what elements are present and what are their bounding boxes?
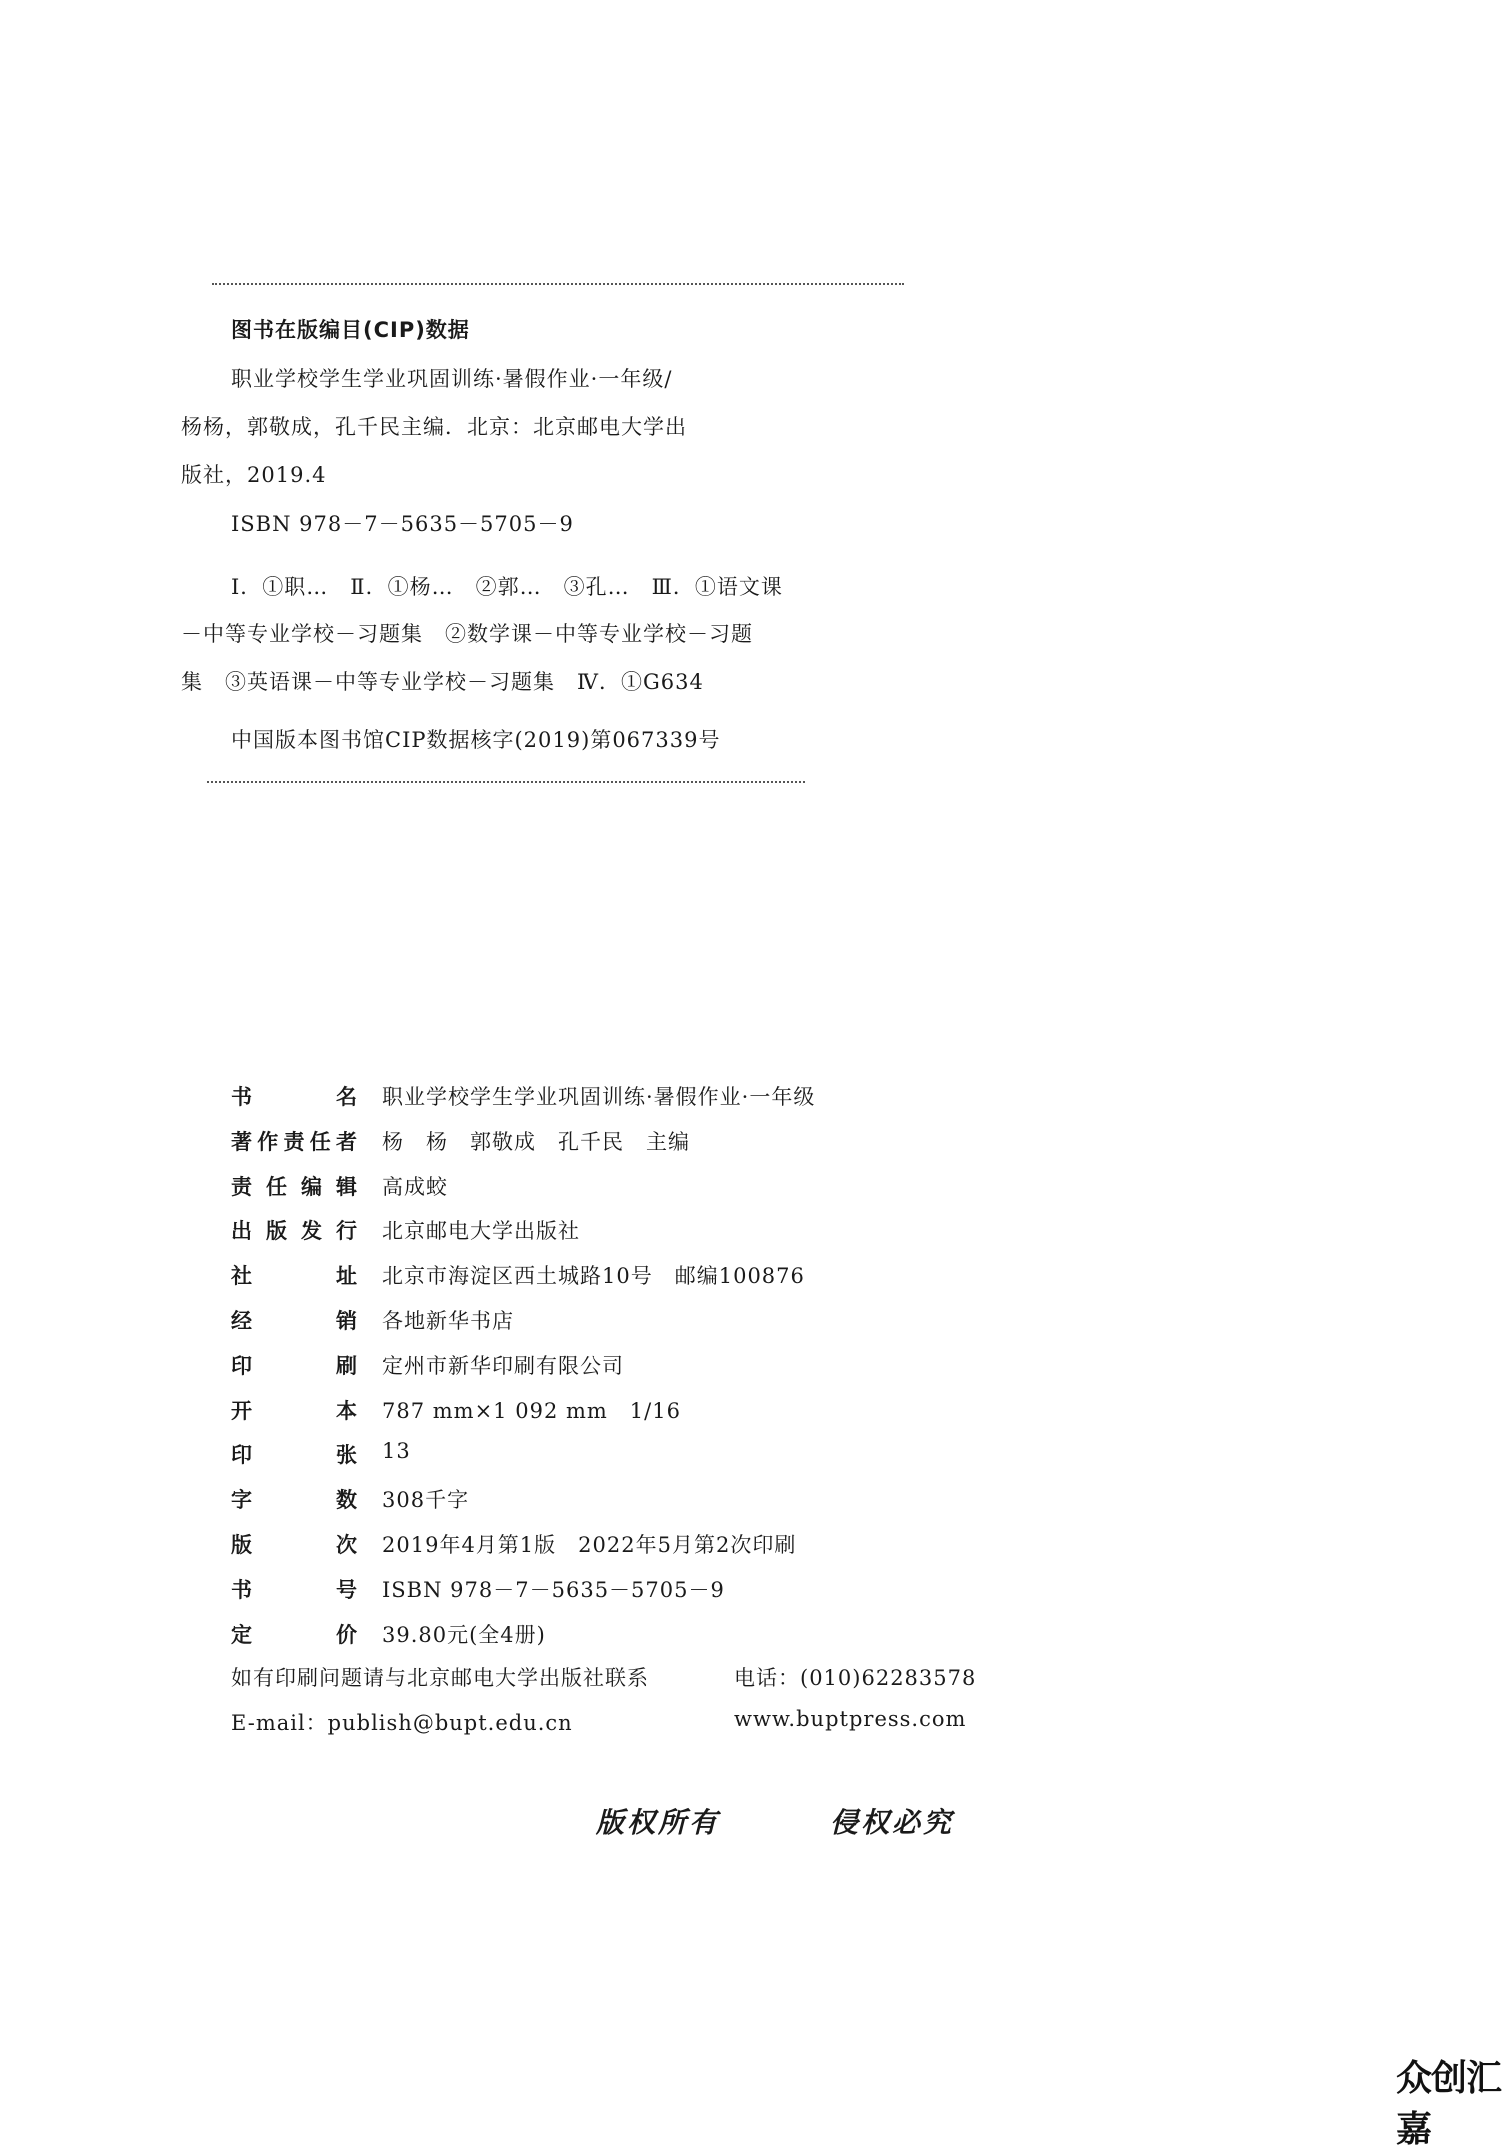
info-value: ISBN 978－7－5635－5705－9 [382,1578,725,1602]
info-value: 杨 杨 郭敬成 孔千民 主编 [382,1130,690,1154]
info-label-char: 印 [231,1443,252,1467]
info-label-char: 销 [336,1309,357,1333]
info-label-char: 定 [231,1623,252,1647]
cip-line-5: Ⅰ．①职… Ⅱ．①杨… ②郭… ③孔… Ⅲ．①语文课 [231,575,783,599]
cip-line-3: 版社，2019.4 [181,463,327,487]
info-label [231,1529,357,1559]
info-label [231,1350,357,1380]
info-label-char: 数 [336,1488,357,1512]
info-value: 职业学校学生学业巩固训练·暑假作业·一年级 [382,1085,816,1109]
info-value: 定州市新华印刷有限公司 [382,1354,624,1378]
top-divider-2 [207,781,805,783]
info-label-char: 开 [231,1399,252,1423]
info-label-char: 刷 [336,1354,357,1378]
cip-line-2: 杨杨，郭敬成，孔千民主编．北京：北京邮电大学出 [181,415,687,439]
info-label-char: 张 [336,1443,357,1467]
cip-line-8: 中国版本图书馆CIP数据核字(2019)第067339号 [231,728,721,752]
info-value: 39.80元(全4册) [382,1623,546,1647]
info-value: 北京邮电大学出版社 [382,1219,580,1243]
cip-line-6: －中等专业学校－习题集 ②数学课－中等专业学校－习题 [181,622,753,646]
info-value: 高成蛟 [382,1175,448,1199]
info-label-char: 发 [301,1219,322,1243]
info-label [231,1126,357,1156]
website-text: www.buptpress.com [734,1707,967,1731]
info-label-char: 社 [231,1264,252,1288]
info-label [231,1081,357,1111]
cip-isbn: ISBN 978－7－5635－5705－9 [231,512,574,536]
phone-text: 电话：(010)62283578 [734,1666,977,1690]
info-label [231,1484,357,1514]
info-label [231,1439,357,1469]
info-label-char: 编 [301,1175,322,1199]
info-label-char: 者 [336,1130,357,1154]
info-value: 787 mm×1 092 mm 1/16 [382,1399,681,1423]
info-label-char: 字 [231,1488,252,1512]
cip-title: 图书在版编目(CIP)数据 [231,318,470,342]
info-value: 各地新华书店 [382,1309,514,1333]
info-label-char: 出 [231,1219,252,1243]
info-label [231,1619,357,1649]
info-label-char: 版 [266,1219,287,1243]
cip-line-1: 职业学校学生学业巩固训练·暑假作业·一年级/ [231,367,673,391]
copyright-right: 侵权必究 [830,1806,955,1839]
info-label-char: 名 [336,1085,357,1109]
info-label [231,1215,357,1245]
info-value: 308千字 [382,1488,470,1512]
info-label-char: 本 [336,1399,357,1423]
info-label-char: 责 [283,1130,305,1154]
info-label-char: 号 [336,1578,357,1602]
info-value: 北京市海淀区西土城路10号 邮编100876 [382,1264,805,1288]
info-label-char: 任 [309,1130,331,1154]
info-value: 2019年4月第1版 2022年5月第2次印刷 [382,1533,797,1557]
info-label-char: 书 [231,1578,252,1602]
cip-line-7: 集 ③英语课－中等专业学校－习题集 Ⅳ．①G634 [181,670,704,694]
info-label [231,1171,357,1201]
info-value: 13 [382,1439,411,1463]
info-label-char: 次 [336,1533,357,1557]
email-text: E-mail：publish@bupt.edu.cn [231,1711,573,1735]
info-label [231,1305,357,1335]
watermark-logo: 众创汇嘉 [1396,2058,1502,2150]
print-issue-text: 如有印刷问题请与北京邮电大学出版社联系 [231,1666,649,1690]
info-label-char: 著 [231,1130,252,1154]
info-label [231,1574,357,1604]
info-label-char: 印 [231,1354,252,1378]
info-label-char: 经 [231,1309,252,1333]
info-label [231,1395,357,1425]
info-label-char: 价 [336,1623,357,1647]
copyright-left: 版权所有 [596,1806,721,1839]
info-label-char: 版 [231,1533,252,1557]
info-label [231,1260,357,1290]
info-label-char: 任 [266,1175,287,1199]
info-label-char: 责 [231,1175,252,1199]
info-label-char: 址 [336,1264,357,1288]
info-label-char: 辑 [336,1175,357,1199]
info-label-char: 行 [336,1219,357,1243]
info-label-char: 作 [257,1130,279,1154]
info-label-char: 书 [231,1085,252,1109]
top-divider-1 [212,283,904,285]
